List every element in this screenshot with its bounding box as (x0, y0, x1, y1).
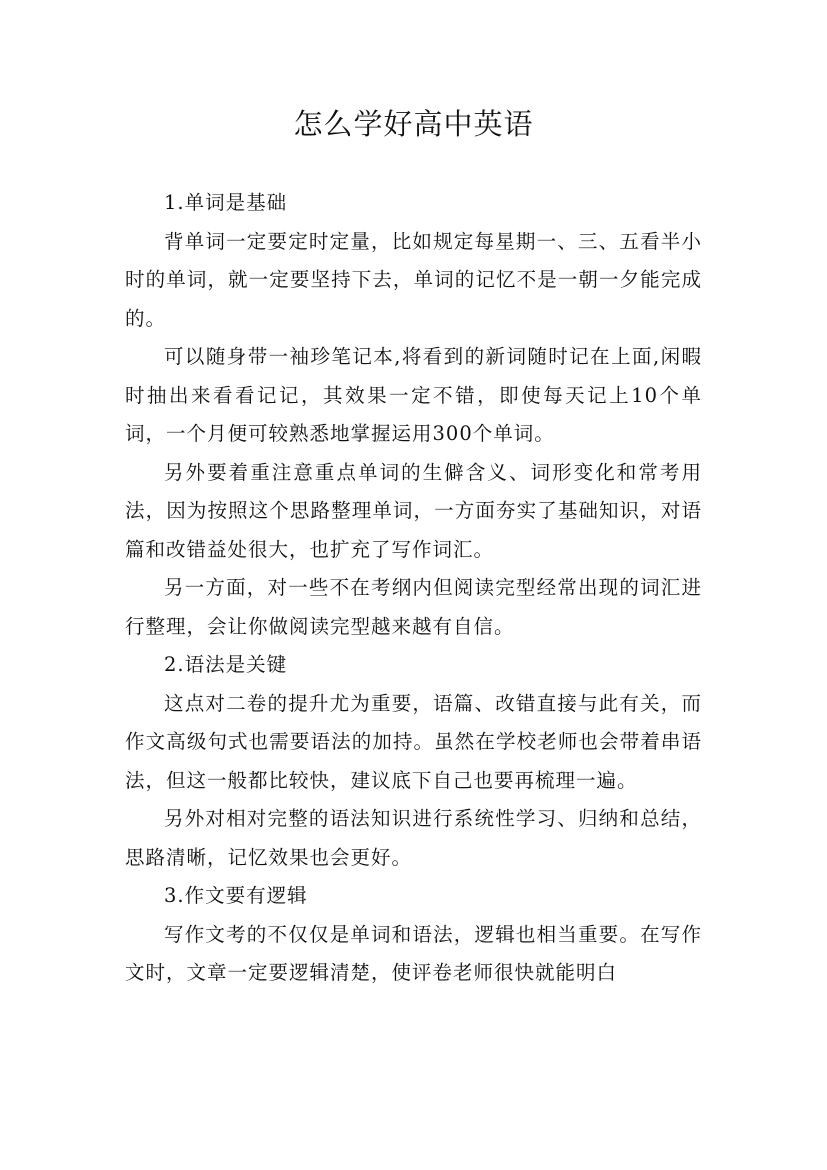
section-heading-writing: 3.作文要有逻辑 (164, 884, 308, 907)
paragraph: 另外要着重注意重点单词的生僻含义、词形变化和常考用法，因为按照这个思路整理单词，一方面夯实了基础知识，对语篇和改错益处很大，也扩充了写作词汇。 (125, 460, 702, 561)
paragraph: 这点对二卷的提升尤为重要，语篇、改错直接与此有关，而作文高级句式也需要语法的加持。虽然在学校老师也会带着串语法，但这一般都比较快，建议底下自己也要再梳理一遍。 (125, 691, 702, 792)
paragraph: 另外对相对完整的语法知识进行系统性学习、归纳和总结，思路清晰，记忆效果也会更好。 (125, 807, 702, 869)
paragraph: 背单词一定要定时定量，比如规定每星期一、三、五看半小时的单词，就一定要坚持下去，单词的记忆不是一朝一夕能完成的。 (125, 229, 702, 330)
section-heading-grammar: 2.语法是关键 (164, 653, 288, 676)
document-body (125, 184, 702, 993)
document-title: 怎么学好高中英语 (293, 107, 534, 141)
paragraph: 写作文考的不仅仅是单词和语法，逻辑也相当重要。在写作文时，文章一定要逻辑清楚，使评卷老师很快就能明白 (125, 922, 702, 984)
paragraph: 可以随身带一袖珍笔记本,将看到的新词随时记在上面,闲暇时抽出来看看记记，其效果一定不错，即使每天记上10个单词，一个月便可较熟悉地掌握运用300个单词。 (125, 345, 702, 445)
section-heading-vocabulary: 1.单词是基础 (164, 191, 288, 214)
paragraph: 另一方面，对一些不在考纲内但阅读完型经常出现的词汇进行整理，会让你做阅读完型越来越有自信。 (125, 576, 702, 638)
